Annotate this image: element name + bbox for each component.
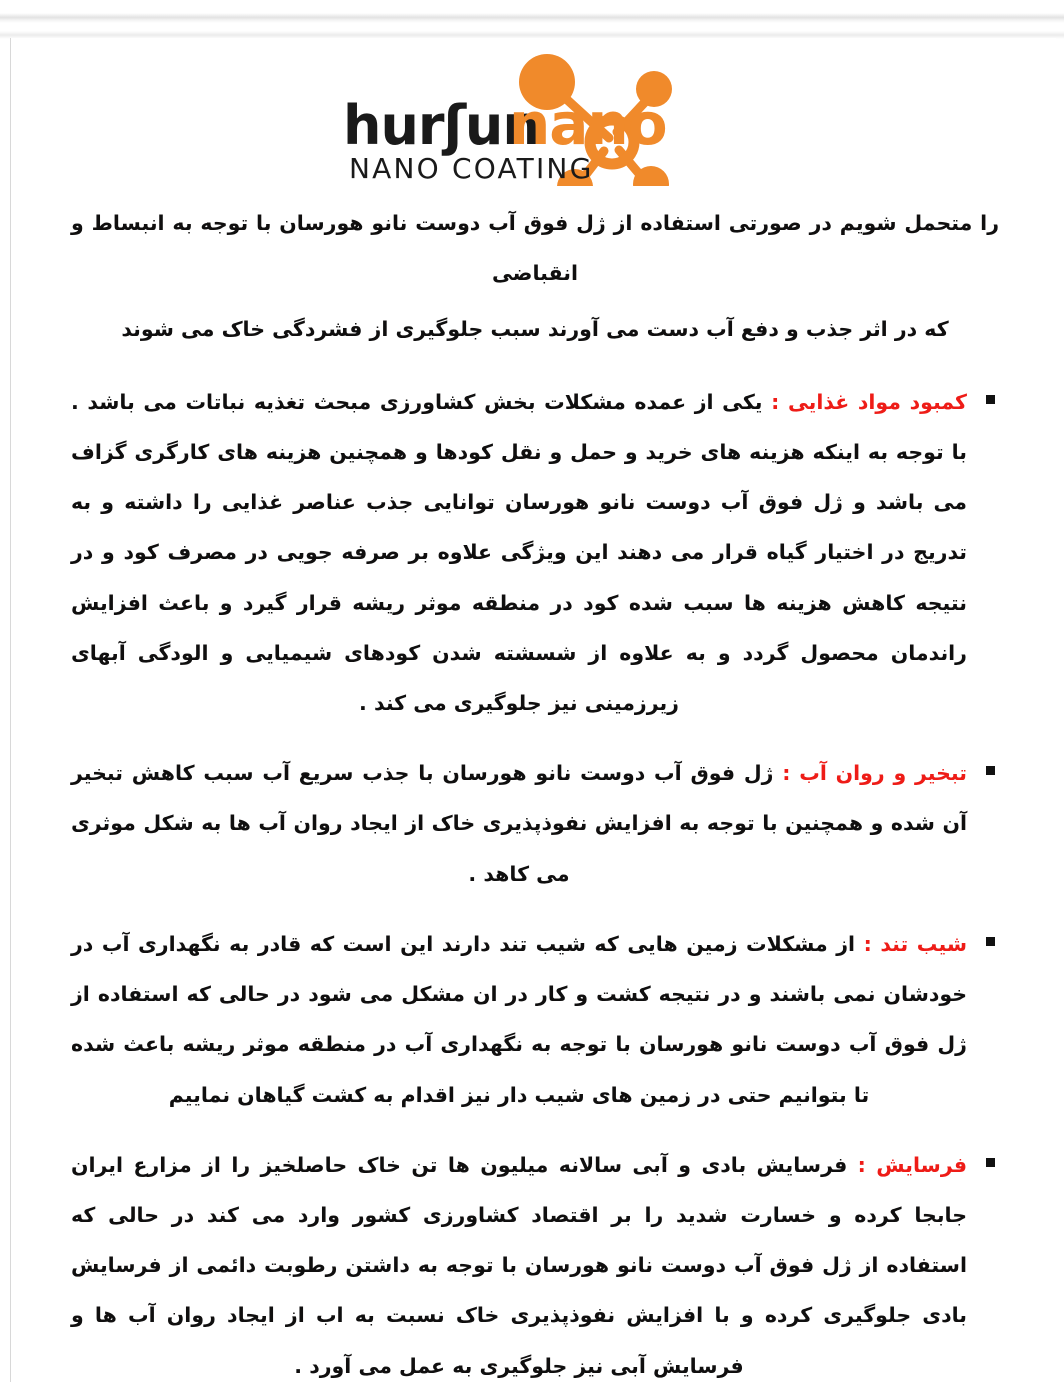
bullet-body: ژل فوق آب دوست نانو هورسان با جذب سریع آب سبب کاهش تبخیر آن شده و همچنین با توجه به افزایش نفوذپذیری خاک از ایجاد روان آب ها به شکل موثری می کاهد . — [71, 761, 967, 886]
intro-line-2: که در اثر جذب و دفع آب دست می آورند سبب جلوگیری از فشردگی خاک می شوند — [121, 317, 949, 342]
list-item — [71, 377, 999, 729]
bullet-separator: : — [762, 389, 788, 414]
hursun-nano-logo-svg — [341, 46, 686, 186]
logo-wordmark-accent: nano — [509, 90, 667, 158]
bullet-heading: شیب تند — [880, 931, 967, 956]
bullet-body: یکی از عمده مشکلات بخش کشاورزی مبحث تغذیه نباتات می باشد . با توجه به اینکه هزینه های خرید و حمل و نقل کودها و همچنین هزینه های کارگری گزاف می باشد و ژل فوق آب دوست نانو هورسان توانایی جذب عناصر غذایی را داشته و به تدریج در اختیار گیاه قرار می دهند این ویژگی علاوه بر صرفه جویی در مصرف کود و در نتیجه کاهش هزینه ها سبب شده کود در منطقه موثر ریشه قرار گیرد و باعث افزایش راندمان محصول گردد و به علاوه از شسشته شدن کودهای شیمیایی و الودگی آبهای زیرزمینی نیز جلوگیری می کند . — [71, 389, 967, 715]
list-item — [71, 919, 999, 1120]
logo-tagline: NANO COATING — [349, 152, 594, 185]
bullet-separator: : — [773, 761, 800, 786]
bullet-separator: : — [855, 931, 881, 956]
bullet-body: فرسایش بادی و آبی سالانه میلیون ها تن خاک حاصلخیز را از مزارع ایران جابجا کرده و خسارت شدید را بر اقتصاد کشاورزی کشور وارد می کند در حالی که استفاده از ژل فوق آب دوست نانو هورسان با توجه به داشتن رطوبت دائمی از فرسایش بادی جلوگیری کرده و با افزایش نفوذپذیری خاک نسبت به اب از ایجاد روان آب ها و فرسایش آبی نیز جلوگیری به عمل می آورد . — [71, 1152, 967, 1378]
list-item — [71, 748, 999, 899]
document-page — [10, 38, 1056, 1382]
logo-wordmark-dark: hurʃun — [343, 94, 540, 157]
square-bullet-icon — [986, 1158, 995, 1167]
bullet-heading: فرسایش — [876, 1152, 967, 1177]
bullet-body: از مشکلات زمین هایی که شیب تند دارند این است که قادر به نگهداری آب در خودشان نمی باشند و در نتیجه کشت و کار در ان مشکل می شود در حالی که استفاده از ژل فوق آب دوست نانو هورسان با توجه به نگهداری آب در منطقه موثر ریشه باعث شده تا بتوانیم حتی در زمین های شیب دار نیز اقدام به کشت گیاهان نماییم — [71, 931, 967, 1107]
bullet-separator: : — [847, 1152, 877, 1177]
list-item — [71, 1140, 999, 1391]
square-bullet-icon — [986, 395, 995, 404]
bullet-paragraph — [71, 748, 967, 899]
bullet-paragraph — [71, 377, 967, 729]
square-bullet-icon — [986, 937, 995, 946]
square-bullet-icon — [986, 766, 995, 775]
intro-line-1: را متحمل شویم در صورتی استفاده از ژل فوق آب دوست نانو هورسان با توجه به انبساط و انقباضی — [71, 211, 999, 286]
spacer — [71, 734, 999, 748]
bullet-heading: کمبود مواد غذایی — [787, 389, 967, 414]
document-body — [11, 198, 1057, 1397]
bullet-paragraph — [71, 1140, 967, 1391]
bullet-paragraph — [71, 919, 967, 1120]
bullet-heading: تبخیر و روان آب — [799, 761, 967, 786]
company-logo — [341, 46, 686, 186]
intro-paragraph — [71, 198, 999, 355]
spacer — [71, 905, 999, 919]
page-separator-top — [0, 13, 1064, 23]
spacer — [71, 1126, 999, 1140]
